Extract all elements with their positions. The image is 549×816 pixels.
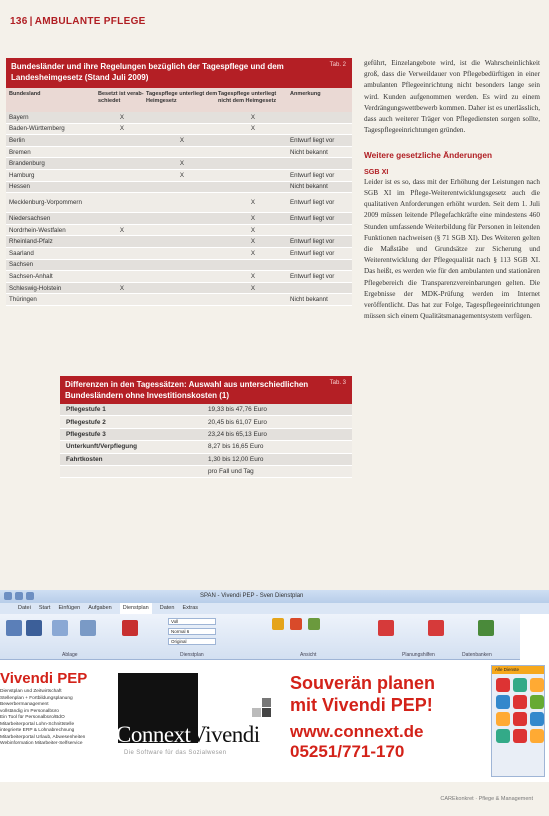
logo-square: [262, 698, 271, 707]
ad-feature-line: vollständig im Personalbüro: [0, 708, 59, 714]
table-cell: Entwurf liegt vor: [290, 214, 335, 222]
table-cell: Entwurf liegt vor: [290, 171, 335, 179]
table-cell: X: [179, 171, 185, 179]
rate-label: Unterkunft/Verpflegung: [66, 443, 138, 451]
table-row: [6, 225, 352, 237]
article-text: [364, 58, 540, 322]
ad-feature-line: Dienstplan und Zeitwirtschaft: [0, 689, 62, 694]
table-row: [6, 112, 352, 124]
flag-icon: [378, 620, 394, 636]
ad-feature-list: [0, 689, 112, 748]
shift-icon: [513, 712, 527, 726]
ad-feature-line: Bewerbermanagement: [0, 702, 49, 707]
user-icon: [308, 618, 320, 630]
table-cell: Hessen: [9, 183, 30, 191]
table-cell: Brandenburg: [9, 160, 45, 168]
table-row: [6, 135, 352, 147]
cursor-icon: [122, 620, 138, 636]
table-cell: X: [250, 284, 256, 292]
sum-icon: [272, 618, 284, 630]
shift-icon: [530, 712, 544, 726]
daily-rates-table: [60, 376, 352, 478]
flag-icon: [428, 620, 444, 636]
table-row: [60, 441, 352, 453]
table-cell: Baden-Württemberg: [9, 125, 65, 133]
format-field: Original: [168, 638, 216, 645]
open-icon: [6, 620, 22, 636]
logo-tagline: Die Software für das Sozialwesen: [124, 750, 227, 756]
table-row: [6, 213, 352, 225]
section-title: AMBULANTE PFLEGE: [34, 16, 146, 27]
save-icon: [4, 592, 12, 600]
daily-rates-table-tab: Tab. 3: [329, 380, 346, 386]
section-heading: Weitere gesetzliche Änderungen: [364, 150, 493, 161]
menu-item: Aufgaben: [88, 605, 112, 611]
table-cell: Entwurf liegt vor: [290, 238, 335, 246]
company-logo: [116, 722, 260, 748]
column-header: Besetzt ist verab- schiedet: [98, 91, 144, 104]
paragraph: geführt, Einzelangebote wird, ist die Wahrscheinlichkeit groß, dass die Verweildauer von Pflegebedürftigen in einer ambulanten Pflegeeinrichtung nicht besonders lange sein wird. Kunden aufgenommen werden. Es wird zu einem Verdrängungswettbewerb kommen. Daher ist es unerlässlich, dass auch weiterer Träger von Pflegediensten sorgen sollte, Tagespflegeeinrichtungen gründen.: [364, 59, 540, 135]
menu-item-active: Dienstplan: [120, 603, 152, 614]
table-cell: X: [250, 113, 256, 121]
table-row: [6, 271, 352, 283]
table-cell: X: [179, 160, 185, 168]
table-row: [60, 454, 352, 466]
table-cell: Saarland: [9, 249, 34, 257]
ad-feature-line: Webinformation Mitarbeiter-Selfservice: [0, 741, 83, 746]
logo-square: [262, 708, 271, 717]
rate-value: pro Fall und Tag: [208, 468, 254, 476]
ribbon-menu: [0, 603, 549, 614]
ad-left-column: [0, 670, 112, 748]
ad-feature-line: integrierte ERP & Lohnabrechnung: [0, 728, 75, 733]
column-header: Tagespflege unterliegt nicht dem Heimgesetz: [218, 91, 277, 104]
side-panel-header: Alle Dienste: [492, 666, 544, 674]
rate-value: 8,27 bis 16,65 Euro: [208, 443, 264, 451]
table-cell: X: [250, 249, 256, 257]
table-cell: X: [250, 125, 256, 133]
table-row: [60, 466, 352, 478]
shift-icon: [496, 729, 510, 743]
ad-feature-line: Mitarbeiterportal Urlaub, Abwesenheiten: [0, 734, 86, 740]
table-row: [6, 248, 352, 260]
table-row: [6, 170, 352, 182]
ad-url: www.connext.de: [290, 722, 424, 741]
rate-label: Pflegestufe 2: [66, 418, 106, 426]
quick-access-toolbar: [4, 592, 34, 600]
ribbon-group-label: Ansicht: [300, 652, 317, 658]
page-header: 136 | AMBULANTE PFLEGE: [10, 16, 146, 27]
ribbon-group-label: Dienstplan: [180, 652, 204, 658]
table-cell: X: [119, 284, 125, 292]
table-cell: Schleswig-Holstein: [9, 284, 62, 292]
table-cell: Berlin: [9, 136, 25, 144]
table-cell: Entwurf liegt vor: [290, 249, 335, 257]
subheading: SGB XI: [364, 166, 389, 176]
shift-icon-grid: [492, 674, 544, 747]
menu-item: Daten: [159, 605, 175, 611]
table-cell: X: [119, 113, 125, 121]
table-cell: Niedersachsen: [9, 214, 51, 222]
table-row: [60, 416, 352, 428]
shift-icon: [496, 712, 510, 726]
table-row: [6, 182, 352, 194]
ribbon-group-label: Ablage: [62, 652, 78, 658]
rate-value: 23,24 bis 65,13 Euro: [208, 430, 267, 438]
rate-label: Fahrtkosten: [66, 455, 103, 463]
regulations-table-tab: Tab. 2: [329, 62, 346, 68]
refresh-icon: [52, 620, 68, 636]
table-cell: Sachsen: [9, 261, 34, 269]
table-cell: Thüringen: [9, 296, 37, 304]
table-row: [6, 158, 352, 170]
ribbon-group-label: Datenbanken: [462, 652, 492, 658]
table-row: [6, 294, 352, 306]
database-icon: [478, 620, 494, 636]
chart-icon: [290, 618, 302, 630]
advertisement: [0, 590, 549, 782]
ribbon-toolbar: [0, 614, 520, 660]
table-row: [6, 236, 352, 248]
rate-value: 19,33 bis 47,76 Euro: [208, 406, 267, 414]
table-cell: X: [179, 136, 185, 144]
table-cell: Nordrhein-Westfalen: [9, 226, 66, 234]
table-cell: X: [250, 214, 256, 222]
table-row: [60, 429, 352, 441]
daily-rates-table-title: Differenzen in den Tagessätzen: Auswahl aus unterschiedlichen Bundesländern ohne Investitionskosten (1): [65, 380, 309, 400]
shift-side-panel: [491, 665, 545, 777]
shift-icon: [530, 678, 544, 692]
menu-item: Start: [38, 605, 51, 611]
shift-icon: [513, 695, 527, 709]
print-icon: [80, 620, 96, 636]
app-window-title: SPAN - Vivendi PEP - Sven Dienstplan: [0, 590, 549, 603]
rate-value: 20,45 bis 61,07 Euro: [208, 418, 267, 426]
regulations-table: [6, 58, 352, 306]
font-field: Normal 6: [168, 628, 216, 635]
rate-value: 1,30 bis 12,00 Euro: [208, 455, 264, 463]
daily-rates-table-body: [60, 404, 352, 478]
shift-icon: [496, 678, 510, 692]
daily-rates-table-header: [60, 376, 352, 404]
table-cell: Sachsen-Anhalt: [9, 272, 53, 280]
rate-label: Pflegestufe 1: [66, 406, 106, 414]
table-cell: Nicht bekannt: [290, 148, 328, 156]
table-cell: Hamburg: [9, 171, 35, 179]
ribbon-group-label: Planungshilfen: [402, 652, 435, 658]
regulations-table-body: [6, 112, 352, 306]
regulations-table-header: [6, 58, 352, 88]
table-row: [6, 283, 352, 295]
redo-icon: [26, 592, 34, 600]
table-cell: X: [250, 226, 256, 234]
slogan-line: Souverän planen: [290, 673, 436, 693]
paragraph: Leider ist es so, dass mit der Erhöhung der Leistungen nach SGB XI im Pflege-Weiterentwicklungsgesetz auch die qualitativen Anforderungen erhöht wurden. Seit dem 1. Juli 2009 müssen leitende Pflegefachkräfte eine mindestens 460 Stunden umfassende Weiterbildung für Personen in leitenden Funktionen nachweisen (§ 71 SGB XI). Des Weiteren gelten die Maßstäbe und Grundsätze zur Sicherung und Weiterentwicklung der Pflegequalität nach § 113 SGB XI. Das heißt, es werden wie für den ambulanten und stationären Pflegebereich die Transparenzvereinbarungen gelten. Die Ergebnisse der MDK-Prüfung werden im Internet veröffentlicht. Das hat zur Folge, Tagespflegeeinrichtungen müssen sich einem Qualitätsmanagementsystem verfügen.: [364, 177, 540, 321]
table-cell: Entwurf liegt vor: [290, 199, 335, 207]
table-cell: X: [250, 238, 256, 246]
page-footer: CAREkonkret · Pflege & Management: [440, 796, 533, 802]
column-header: Anmerkung: [290, 91, 321, 97]
table-cell: X: [250, 272, 256, 280]
shift-icon: [513, 729, 527, 743]
table-cell: Nicht bekannt: [290, 296, 328, 304]
ad-brand: Vivendi PEP: [0, 670, 88, 687]
menu-item: Extras: [182, 605, 199, 611]
table-cell: X: [250, 199, 256, 207]
page-number: 136: [10, 16, 28, 27]
ad-feature-line: Stellenplan + Fortbildungsplanung: [0, 695, 73, 701]
undo-icon: [15, 592, 23, 600]
shift-icon: [530, 729, 544, 743]
column-header: Bundesland: [9, 91, 41, 97]
table-cell: X: [119, 125, 125, 133]
table-cell: Entwurf liegt vor: [290, 136, 335, 144]
regulations-table-title: Bundesländer und ihre Regelungen bezüglich der Tagespflege und dem Landesheimgesetz (Stand Juli 2009): [11, 62, 284, 82]
table-row: [60, 404, 352, 416]
ad-feature-line: Ein Tool für Personalbüro/BdO: [0, 715, 65, 720]
table-cell: X: [119, 226, 125, 234]
logo-square: [252, 708, 261, 717]
menu-item: Datei: [18, 605, 31, 611]
table-cell: Mecklenburg-Vorpommern: [9, 199, 82, 207]
table-row: [6, 147, 352, 159]
table-row: [6, 260, 352, 272]
logo-part: Connext: [116, 722, 191, 747]
table-cell: Entwurf liegt vor: [290, 272, 335, 280]
shift-icon: [496, 695, 510, 709]
ad-phone: 05251/771-170: [290, 742, 405, 761]
style-field: Voll: [168, 618, 216, 625]
shift-icon: [530, 695, 544, 709]
regulations-table-columns: [6, 88, 352, 112]
shift-icon: [513, 678, 527, 692]
table-row: [6, 124, 352, 136]
logo-part: Vivendi: [190, 722, 260, 747]
table-cell: Bayern: [9, 113, 29, 121]
slogan-line: mit Vivendi PEP!: [290, 695, 433, 715]
ad-slogan: [290, 672, 440, 762]
save-icon: [26, 620, 42, 636]
column-header: Tagespflege unterliegt dem Heimgesetz: [146, 91, 218, 104]
ad-feature-line: Mitarbeiterportal Lohn-Schnittstelle: [0, 721, 75, 727]
table-cell: Rheinland-Pfalz: [9, 238, 53, 246]
table-cell: Nicht bekannt: [290, 183, 328, 191]
table-cell: Bremen: [9, 148, 31, 156]
menu-item: Einfügen: [58, 605, 81, 611]
table-row: [6, 193, 352, 213]
rate-label: Pflegestufe 3: [66, 430, 106, 438]
